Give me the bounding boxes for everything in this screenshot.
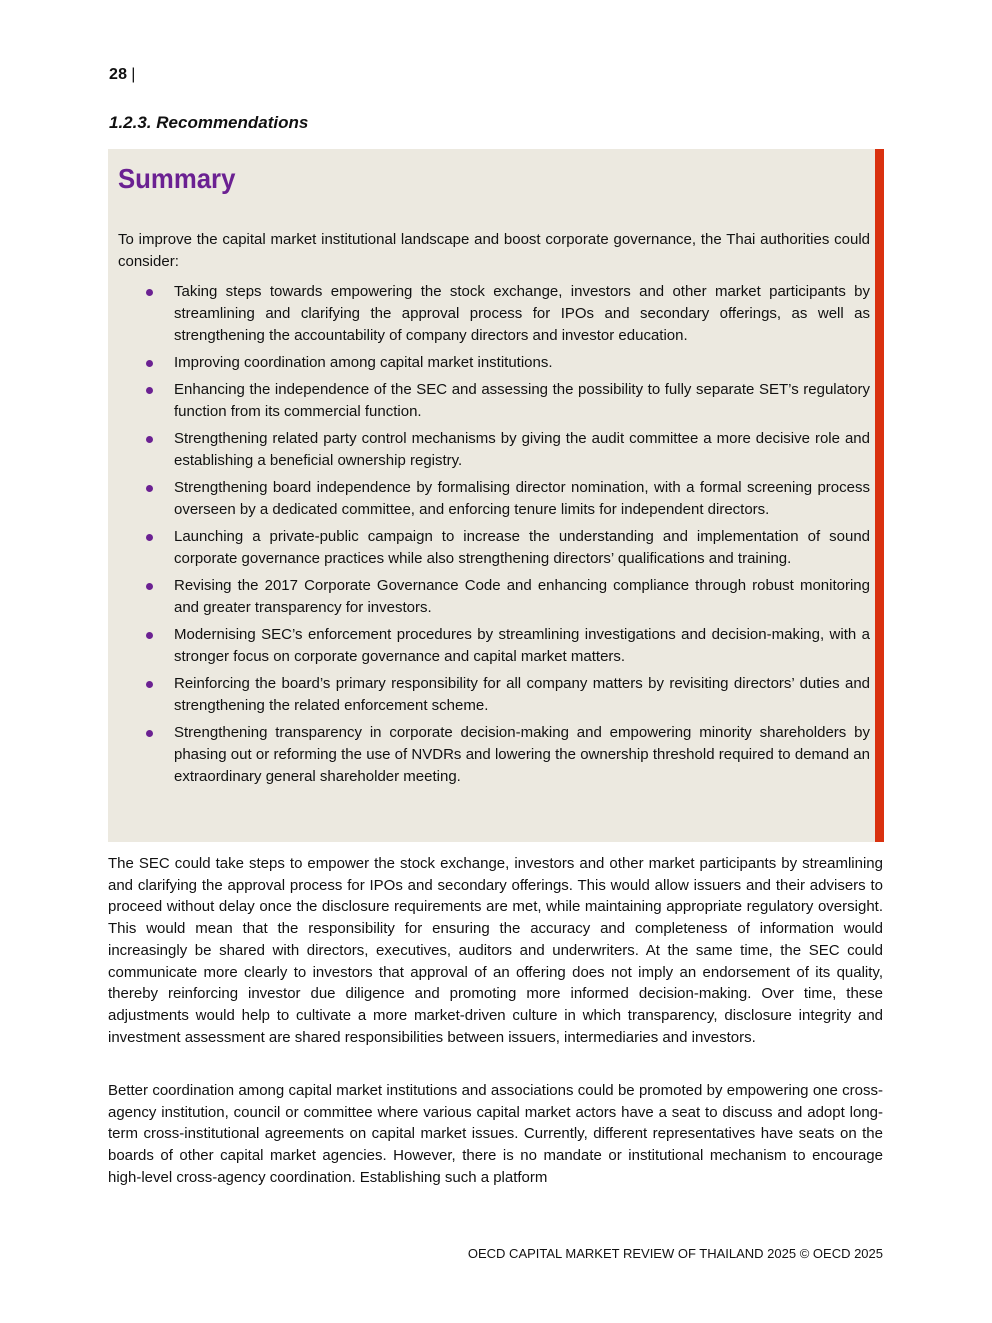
bullet-icon bbox=[146, 632, 153, 639]
summary-accent-bar bbox=[875, 149, 884, 842]
bullet-icon bbox=[146, 387, 153, 394]
list-item bbox=[108, 352, 870, 374]
list-item bbox=[108, 477, 870, 521]
summary-title: Summary bbox=[118, 163, 236, 194]
bullet-icon bbox=[146, 583, 153, 590]
page-number-separator: | bbox=[131, 66, 136, 83]
list-item bbox=[108, 624, 870, 668]
list-item-text: Enhancing the independence of the SEC and assessing the possibility to fully separate SET’s regulatory function from its commercial function. bbox=[174, 381, 870, 420]
bullet-icon bbox=[146, 485, 153, 492]
list-item bbox=[108, 575, 870, 619]
list-item-text: Strengthening related party control mechanisms by giving the audit committee a more decisive role and establishing a beneficial ownership registry. bbox=[174, 430, 870, 469]
bullet-icon bbox=[146, 436, 153, 443]
section-heading: 1.2.3. Recommendations bbox=[109, 113, 309, 132]
list-item bbox=[108, 526, 870, 570]
list-item-text: Improving coordination among capital market institutions. bbox=[174, 354, 553, 371]
list-item bbox=[108, 281, 870, 347]
list-item bbox=[108, 428, 870, 472]
list-item bbox=[108, 379, 870, 423]
page-number-value: 28 bbox=[109, 66, 128, 83]
page-footer: OECD CAPITAL MARKET REVIEW OF THAILAND 2025 © OECD 2025 bbox=[467, 1246, 883, 1261]
list-item-text: Strengthening transparency in corporate decision-making and empowering minority shareholders by phasing out or reforming the use of NVDRs and lowering the ownership threshold required to demand an extraordinary general shareholder meeting. bbox=[174, 724, 870, 785]
bullet-icon bbox=[146, 360, 153, 367]
body-paragraph-coordination: Better coordination among capital market institutions and associations could be promoted by empowering one cross-agency institution, council or committee where various capital market actors have a seat to discuss and adopt long-term cross-institutional agreements on capital market issues. Currently, different representatives have seats on the boards of other capital market agencies. However, there is no mandate or institutional mechanism to encourage high-level cross-agency coordination. Establishing such a platform bbox=[108, 1082, 883, 1186]
bullet-icon bbox=[146, 681, 153, 688]
page-number bbox=[109, 66, 136, 84]
list-item bbox=[108, 673, 870, 717]
list-item-text: Modernising SEC’s enforcement procedures by streamlining investigations and decision-making, with a stronger focus on corporate governance and capital market matters. bbox=[174, 626, 870, 665]
bullet-icon bbox=[146, 534, 153, 541]
list-item-text: Strengthening board independence by formalising director nomination, with a formal screening process overseen by a dedicated committee, and enforcing tenure limits for independent directors. bbox=[174, 479, 870, 518]
list-item-text: Reinforcing the board’s primary responsibility for all company matters by revisiting directors’ duties and strengthening the related enforcement scheme. bbox=[174, 675, 870, 714]
body-paragraph-sec-empowerment: The SEC could take steps to empower the stock exchange, investors and other market participants by streamlining and clarifying the approval process for IPOs and secondary offerings. This would allow issuers and their advisers to proceed without delay once the disclosure requirements are met, while maintaining appropriate regulatory oversight. This would mean that the responsibility for ensuring the accuracy and completeness of information would increasingly be shared with directors, executives, auditors and underwriters. At the same time, the SEC could communicate more clearly to investors that approval of an offering does not imply an endorsement of its quality, thereby reinforcing investor due diligence and promoting more informed decision-making. Over time, these adjustments would help to cultivate a more market-driven culture in which transparency, disclosure integrity and investment assessment are shared responsibilities between issuers, intermediaries and investors. bbox=[108, 855, 883, 1046]
recommendations-list bbox=[108, 281, 870, 793]
list-item-text: Revising the 2017 Corporate Governance Code and enhancing compliance through robust monitoring and greater transparency for investors. bbox=[174, 577, 870, 616]
list-item-text: Launching a private-public campaign to increase the understanding and implementation of sound corporate governance practices while also strengthening directors’ qualifications and training. bbox=[174, 528, 870, 567]
summary-intro: To improve the capital market institutional landscape and boost corporate governance, the Thai authorities could consider: bbox=[118, 231, 870, 270]
list-item-text: Taking steps towards empowering the stock exchange, investors and other market participants by streamlining and clarifying the approval process for IPOs and secondary offerings, as well as strengthening the accountability of company directors and investor education. bbox=[174, 283, 870, 344]
bullet-icon bbox=[146, 730, 153, 737]
bullet-icon bbox=[146, 289, 153, 296]
summary-box bbox=[108, 149, 876, 842]
list-item bbox=[108, 722, 870, 788]
